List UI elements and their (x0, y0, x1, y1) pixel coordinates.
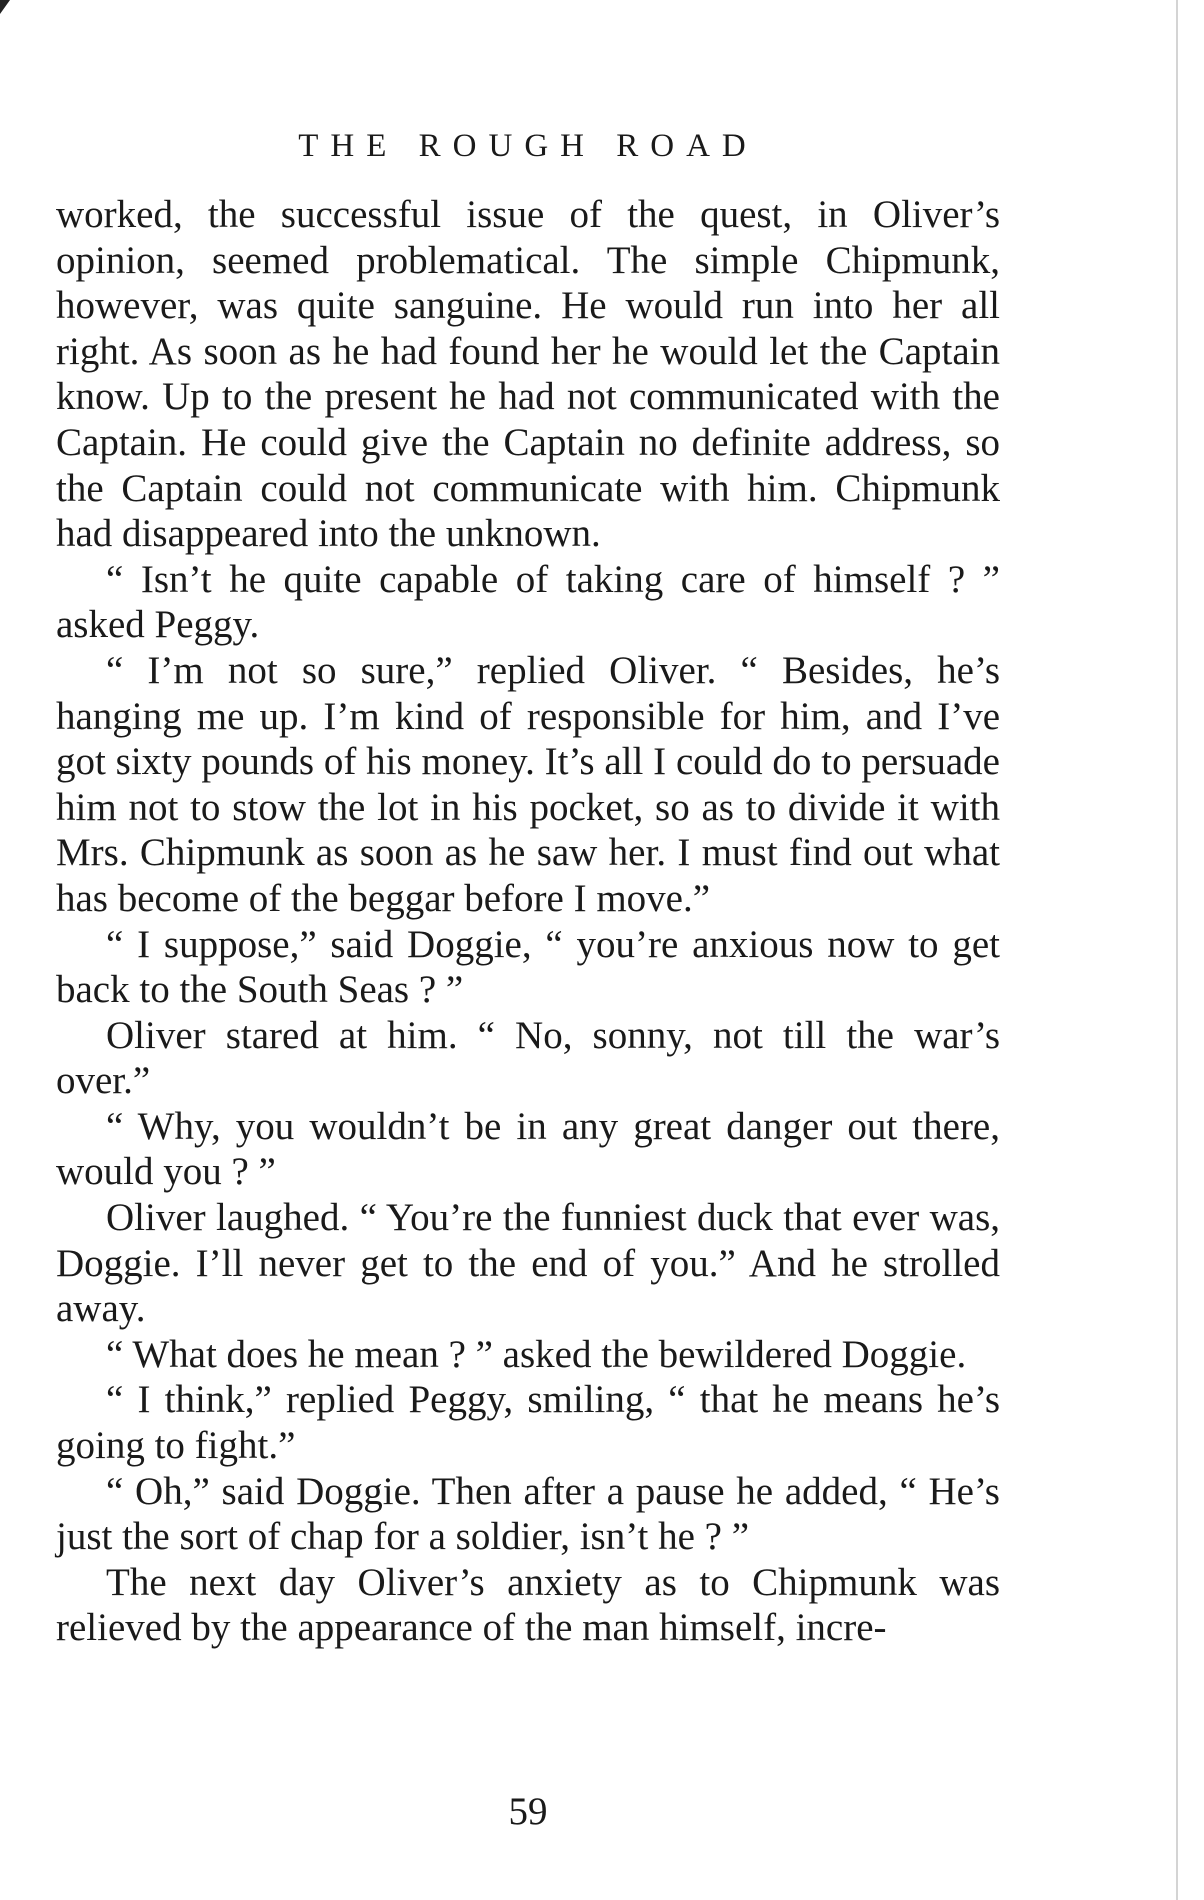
paragraph-9: “ I think,” replied Peggy, smiling, “ that he means he’s going to fight.” (56, 1378, 1000, 1468)
paragraph-5: Oliver stared at him. “ No, sonny, not till the war’s over.” (56, 1013, 1000, 1103)
paragraph-2: “ Isn’t he quite capable of taking care of himself ? ” asked Peggy. (56, 557, 1000, 647)
page-edge-line (1176, 0, 1178, 1900)
paragraph-10: “ Oh,” said Doggie. Then after a pause he added, “ He’s just the sort of chap for a soldier, isn’t he ? ” (56, 1469, 1000, 1559)
running-head: THE ROUGH ROAD (298, 128, 758, 164)
paragraph-11: The next day Oliver’s anxiety as to Chipmunk was relieved by the appearance of the man himself, incre- (56, 1560, 1000, 1650)
paragraph-7: Oliver laughed. “ You’re the funniest duck that ever was, Doggie. I’ll never get to the end of you.” And he strolled away. (56, 1196, 1000, 1331)
paragraph-1: worked, the successful issue of the quest, in Oliver’s opinion, seemed problematical. The simple Chipmunk, however, was quite sanguine. He would run into her all right. As soon as he had found her he would let the Captain know. Up to the present he had not communicated with the Captain. He could give the Captain no definite address, so the Captain could not communicate with him. Chipmunk had disappeared into the unknown. (56, 193, 1000, 556)
paragraph-4: “ I suppose,” said Doggie, “ you’re anxious now to get back to the South Seas ? ” (56, 922, 1000, 1012)
paragraph-3: “ I’m not so sure,” replied Oliver. “ Besides, he’s hanging me up. I’m kind of responsible for him, and I’ve got sixty pounds of his money. It’s all I could do to persuade him not to stow the lot in his pocket, so as to divide it with Mrs. Chipmunk as soon as he saw her. I must find out what has become of the beggar before I move.” (56, 648, 1000, 920)
page-corner-mark (0, 0, 10, 14)
page-number: 59 (508, 1790, 548, 1833)
paragraph-6: “ Why, you wouldn’t be in any great danger out there, would you ? ” (56, 1104, 1000, 1194)
body-text (56, 192, 1000, 1651)
paragraph-8: “ What does he mean ? ” asked the bewildered Doggie. (106, 1332, 967, 1376)
